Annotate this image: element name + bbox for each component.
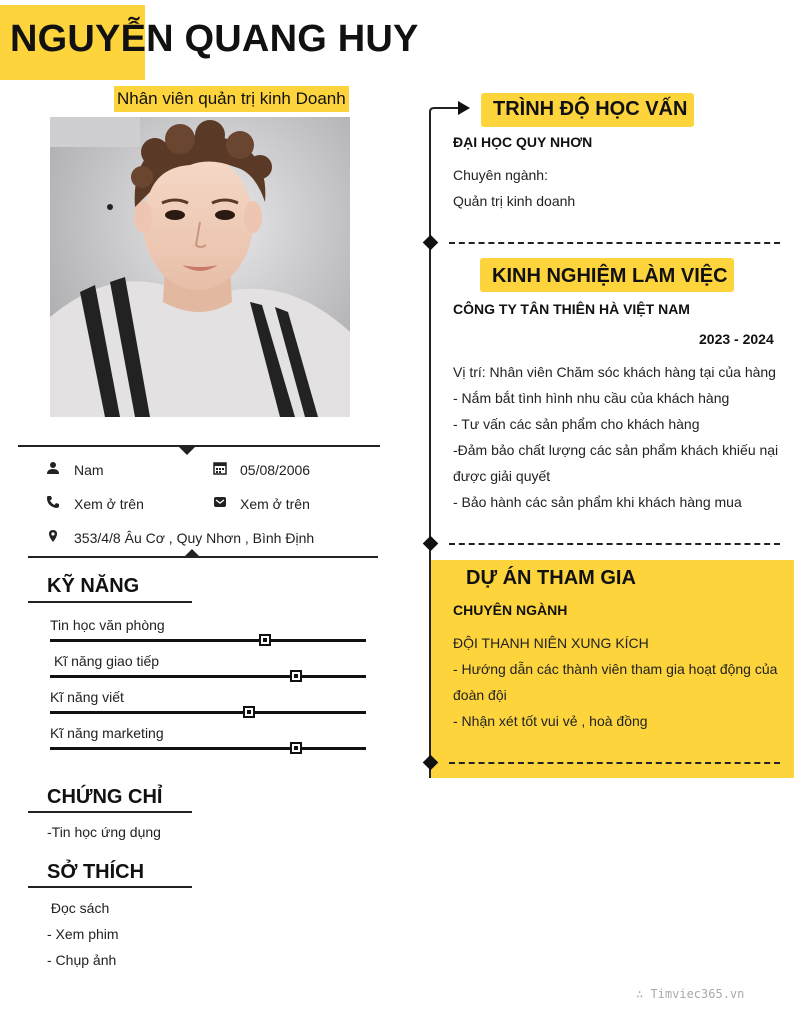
info-bottom-rule [28, 556, 378, 558]
experience-company: CÔNG TY TÂN THIÊN HÀ VIỆT NAM [453, 301, 690, 317]
experience-line: - Bảo hành các sản phẩm khi khách hàng mua [453, 494, 742, 510]
skill-bar [50, 675, 366, 678]
section-divider [449, 242, 780, 244]
hobby-item: - Chụp ảnh [47, 952, 117, 968]
project-line: - Nhận xét tốt vui vẻ , hoà đồng [453, 713, 648, 729]
project-line: ĐỘI THANH NIÊN XUNG KÍCH [453, 635, 649, 651]
experience-line: -Đảm bảo chất lượng các sản phẩm khách khiếu nại [453, 442, 779, 458]
section-divider [449, 762, 780, 764]
education-major: Quản trị kinh doanh [453, 193, 576, 209]
skills-heading: KỸ NĂNG [47, 575, 140, 597]
hobby-item: - Xem phim [47, 926, 119, 942]
profile-photo [50, 117, 350, 417]
skill-bar [50, 747, 366, 750]
hobbies-heading: SỞ THÍCH [47, 861, 145, 883]
skill-label: Kĩ năng marketing [50, 725, 164, 741]
section-divider [449, 543, 780, 545]
project-line: - Hướng dẫn các thành viên tham gia hoạt động của [453, 661, 778, 677]
projects-subtitle: CHUYÊN NGÀNH [453, 602, 568, 618]
skills-heading-rule [28, 601, 192, 603]
skill-level-knob [259, 634, 271, 646]
phone-icon [46, 495, 60, 509]
birthday-value: 05/08/2006 [240, 462, 311, 478]
certificates-heading-rule [28, 811, 192, 813]
skill-level-knob [243, 706, 255, 718]
watermark: ∴ Timviec365.vn [636, 987, 745, 1001]
timeline-node [423, 235, 439, 251]
timeline-arrow-icon [428, 98, 472, 122]
experience-period: 2023 - 2024 [699, 331, 774, 347]
projects-heading: DỰ ÁN THAM GIA [466, 567, 636, 589]
job-position: Nhân viên quản trị kinh Doanh [114, 86, 349, 112]
phone-value: Xem ở trên [74, 496, 144, 512]
skill-label: Kĩ năng giao tiếp [54, 653, 160, 669]
education-heading: TRÌNH ĐỘ HỌC VẤN [493, 98, 688, 120]
experience-line: Vị trí: Nhân viên Chăm sóc khách hàng tại của hàng [453, 364, 776, 380]
address-value: 353/4/8 Âu Cơ , Quy Nhơn , Bình Định [74, 530, 315, 546]
map-pin-icon [46, 529, 60, 543]
hobbies-heading-rule [28, 886, 192, 888]
skill-level-knob [290, 742, 302, 754]
calendar-icon [213, 461, 227, 475]
education-school: ĐẠI HỌC QUY NHƠN [453, 134, 593, 150]
skill-bar [50, 711, 366, 714]
experience-line: - Tư vấn các sản phẩm cho khách hàng [453, 416, 700, 432]
skill-level-knob [290, 670, 302, 682]
education-major-label: Chuyên ngành: [453, 167, 548, 183]
experience-line: được giải quyết [453, 468, 551, 484]
info-top-rule [18, 445, 380, 447]
experience-heading: KINH NGHIỆM LÀM VIỆC [492, 265, 728, 287]
email-value: Xem ở trên [240, 496, 310, 512]
skill-label: Tin học văn phòng [50, 617, 165, 633]
candidate-name: NGUYỄN QUANG HUY [10, 18, 419, 60]
timeline-line [429, 118, 431, 778]
certificates-heading: CHỨNG CHỈ [47, 786, 163, 808]
skill-bar [50, 639, 366, 642]
experience-line: - Nắm bắt tình hình nhu cầu của khách hàng [453, 390, 730, 406]
hobby-item: Đọc sách [47, 900, 110, 916]
user-icon [46, 461, 60, 475]
info-top-arrow [179, 447, 195, 455]
skill-label: Kĩ năng viết [50, 689, 124, 705]
project-line: đoàn đội [453, 687, 507, 703]
timeline-node [423, 536, 439, 552]
certificate-item: -Tin học ứng dụng [47, 824, 161, 840]
email-icon [213, 495, 227, 509]
gender-value: Nam [74, 462, 104, 478]
